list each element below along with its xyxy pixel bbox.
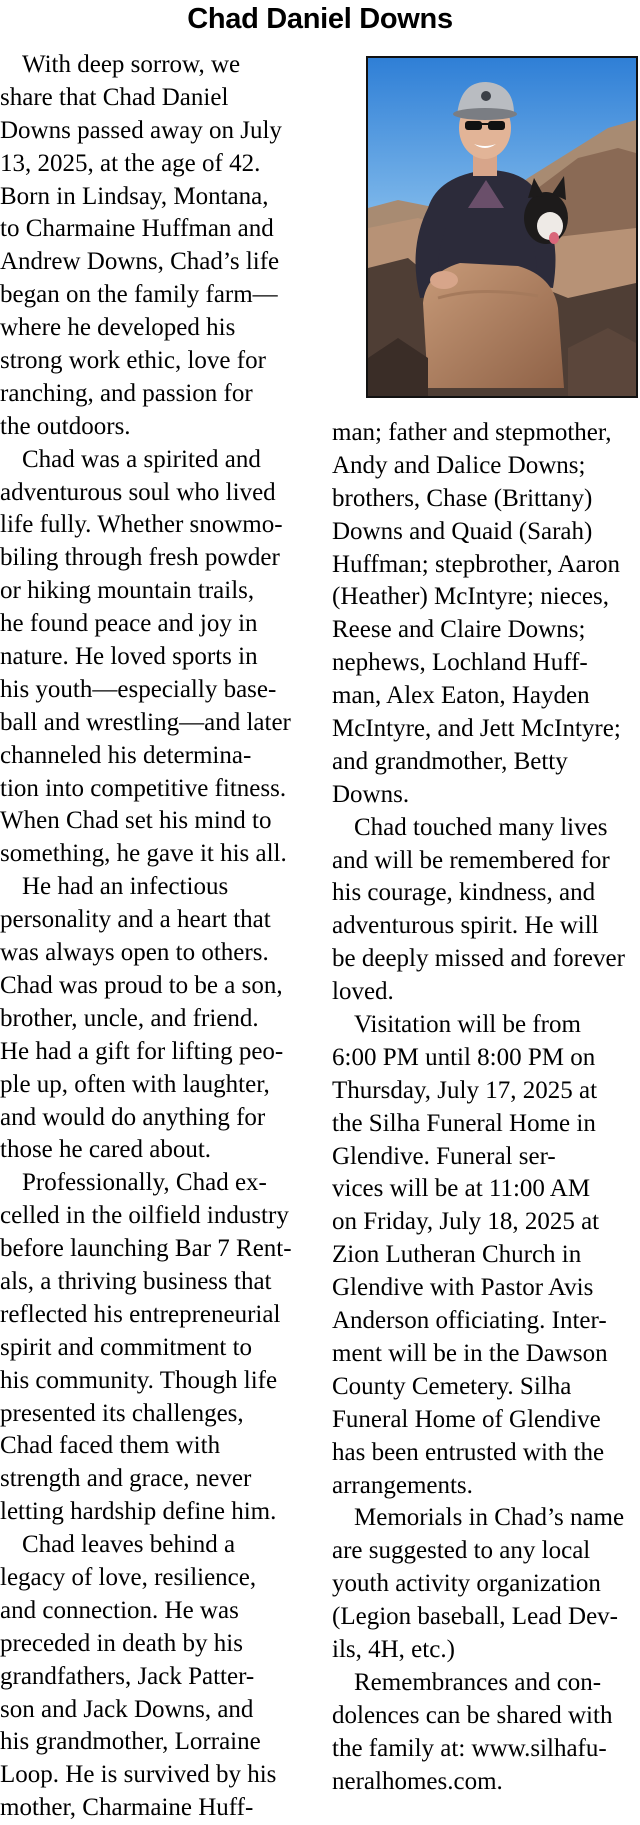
obituary-text-line: Chad was a spirited and <box>22 445 261 473</box>
obituary-text-line: ranching, and passion for <box>0 379 253 407</box>
obituary-text-line: Andy and Dalice Downs; <box>332 451 586 479</box>
obituary-text-line: share that Chad Daniel <box>0 83 229 111</box>
obituary-text-line: Andrew Downs, Chad’s life <box>0 248 280 276</box>
obituary-text-line: or hiking mountain trails, <box>0 577 255 605</box>
obituary-text-line: ment will be in the Dawson <box>332 1339 608 1367</box>
obituary-text-line: adventurous soul who lived <box>0 478 276 506</box>
obituary-text-line: als, a thriving business that <box>0 1267 272 1295</box>
obituary-text-line: loved. <box>332 978 394 1006</box>
obituary-text-line: and will be remembered for <box>332 846 610 874</box>
obituary-text-line: Huffman; stepbrother, Aaron <box>332 550 621 578</box>
obituary-text-line: McIntyre, and Jett McIntyre; <box>332 715 621 743</box>
obituary-text-line: on Friday, July 18, 2025 at <box>332 1208 600 1236</box>
obituary-text-line: ils, 4H, etc.) <box>332 1635 455 1663</box>
obituary-text-line: Loop. He is survived by his <box>0 1761 277 1789</box>
obituary-text-line: Thursday, July 17, 2025 at <box>332 1076 598 1104</box>
obituary-text-line: Downs. <box>332 780 410 808</box>
obituary-text-line: When Chad set his mind to <box>0 807 272 835</box>
obituary-text-line: channeled his determina- <box>0 741 252 769</box>
obituary-text-line: his youth—especially base- <box>0 675 277 703</box>
obituary-text-line: are suggested to any local <box>332 1537 591 1565</box>
obituary-text-line: presented its challenges, <box>0 1399 244 1427</box>
obituary-text-line: was always open to others. <box>0 939 269 967</box>
obituary-text-line: Zion Lutheran Church in <box>332 1241 582 1269</box>
obituary-text-line: He had an infectious <box>22 873 229 901</box>
obituary-text-line: Professionally, Chad ex- <box>22 1169 267 1197</box>
obituary-text-line: his courage, kindness, and <box>332 879 596 907</box>
obituary-text-line: something, he gave it his all. <box>0 840 287 868</box>
obituary-text-line: life fully. Whether snowmo- <box>0 511 283 539</box>
obituary-text-line: strong work ethic, love for <box>0 347 266 375</box>
obituary-text-line: brother, uncle, and friend. <box>0 1004 259 1032</box>
obituary-text-line: personality and a heart that <box>0 906 271 934</box>
obituary-text-line: ple up, often with laughter, <box>0 1070 270 1098</box>
obituary-text-line: his grandmother, Lorraine <box>0 1728 261 1756</box>
obituary-text-line: Chad leaves behind a <box>22 1531 236 1559</box>
obituary-text-line: before launching Bar 7 Rent- <box>0 1235 292 1263</box>
obituary-text-line: to Charmaine Huffman and <box>0 215 274 243</box>
obituary-text-line: Chad was proud to be a son, <box>0 971 283 999</box>
obituary-text-line: Downs and Quaid (Sarah) <box>332 517 593 545</box>
obituary-text-line: neralhomes.com. <box>332 1767 503 1795</box>
obituary-text-line: the outdoors. <box>0 412 131 440</box>
obituary-title: Chad Daniel Downs <box>187 3 453 35</box>
obituary-text-line: brothers, Chase (Brittany) <box>332 484 593 512</box>
obituary-text-line: County Cemetery. Silha <box>332 1372 572 1400</box>
obituary-text-line: 6:00 PM until 8:00 PM on <box>332 1043 596 1071</box>
obituary-text-line: celled in the oilfield industry <box>0 1202 289 1230</box>
obituary-text-line: arrangements. <box>332 1471 473 1499</box>
obituary-text-line: tion into competitive fitness. <box>0 774 287 802</box>
obituary-text-line: and connection. He was <box>0 1596 239 1624</box>
obituary-text-line: (Heather) McIntyre; nieces, <box>332 583 609 611</box>
obituary-text-line: letting hardship define him. <box>0 1498 277 1526</box>
obituary-text-line: Remembrances and con- <box>354 1668 602 1696</box>
obituary-text-line: son and Jack Downs, and <box>0 1695 254 1723</box>
obituary-text-line: (Legion baseball, Lead Dev- <box>332 1603 618 1631</box>
obituary-text-line: Glendive. Funeral ser- <box>332 1142 556 1170</box>
obituary-text-line: Memorials in Chad’s name <box>354 1504 625 1532</box>
obituary-text-line: strength and grace, never <box>0 1465 252 1493</box>
left-column <box>0 49 305 1825</box>
obituary-text-line: With deep sorrow, we <box>22 51 241 78</box>
obituary-text-line: grandfathers, Jack Patter- <box>0 1662 255 1690</box>
obituary-text-line: has been entrusted with the <box>332 1438 605 1466</box>
obituary-text-line: 13, 2025, at the age of 42. <box>0 149 261 177</box>
obituary-text-line: youth activity organization <box>332 1570 601 1598</box>
obituary-text-line: reflected his entrepreneurial <box>0 1300 281 1328</box>
obituary-text-line: spirit and commitment to <box>0 1333 253 1361</box>
obituary-text-line: ball and wrestling—and later <box>0 708 291 736</box>
obituary-text-line: the Silha Funeral Home in <box>332 1109 596 1137</box>
obituary-text-line: Funeral Home of Glendive <box>332 1405 601 1433</box>
obituary-text-line: Born in Lindsay, Montana, <box>0 182 269 210</box>
obituary-text-line: where he developed his <box>0 314 236 342</box>
obituary-text-line: and grandmother, Betty <box>332 747 568 775</box>
obituary-text-line: Glendive with Pastor Avis <box>332 1274 594 1302</box>
obituary-text-line: Visitation will be from <box>354 1011 581 1039</box>
obituary-text-line: biling through fresh powder <box>0 544 280 572</box>
obituary-text-line: dolences can be shared with <box>332 1701 613 1729</box>
obituary-text-line: preceded in death by his <box>0 1629 243 1657</box>
obituary-text-line: man; father and stepmother, <box>332 419 612 446</box>
obituary-text-line: those he cared about. <box>0 1136 212 1164</box>
obituary-text-line: Reese and Claire Downs; <box>332 616 586 644</box>
obituary-text-line: he found peace and joy in <box>0 610 258 638</box>
obituary-text-line: nephews, Lochland Huff- <box>332 649 588 677</box>
obituary-text-line: man, Alex Eaton, Hayden <box>332 682 590 710</box>
obituary-text-line: the family at: www.silhafu- <box>332 1734 607 1762</box>
obituary-text-line: and would do anything for <box>0 1103 266 1131</box>
obituary-text-line: Chad touched many lives <box>354 813 608 841</box>
obituary-text-line: mother, Charmaine Huff- <box>0 1794 254 1822</box>
obituary-text-line: be deeply missed and forever <box>332 945 625 973</box>
obituary-text-line: legacy of love, resilience, <box>0 1563 257 1591</box>
obituary-text-line: He had a gift for lifting peo- <box>0 1037 284 1065</box>
obituary-text-line: adventurous spirit. He will <box>332 912 599 940</box>
obituary-text-line: nature. He loved sports in <box>0 643 258 671</box>
obituary-text-line: Chad faced them with <box>0 1432 221 1460</box>
obituary-text-line: began on the family farm— <box>0 281 278 309</box>
obituary-text-line: Anderson officiating. Inter- <box>332 1307 607 1335</box>
obituary-text-line: vices will be at 11:00 AM <box>332 1175 591 1203</box>
obituary-text-line: his community. Though life <box>0 1366 278 1394</box>
obituary-text-line: Downs passed away on July <box>0 116 282 144</box>
portrait-photo <box>366 56 638 398</box>
right-column <box>332 417 640 1798</box>
